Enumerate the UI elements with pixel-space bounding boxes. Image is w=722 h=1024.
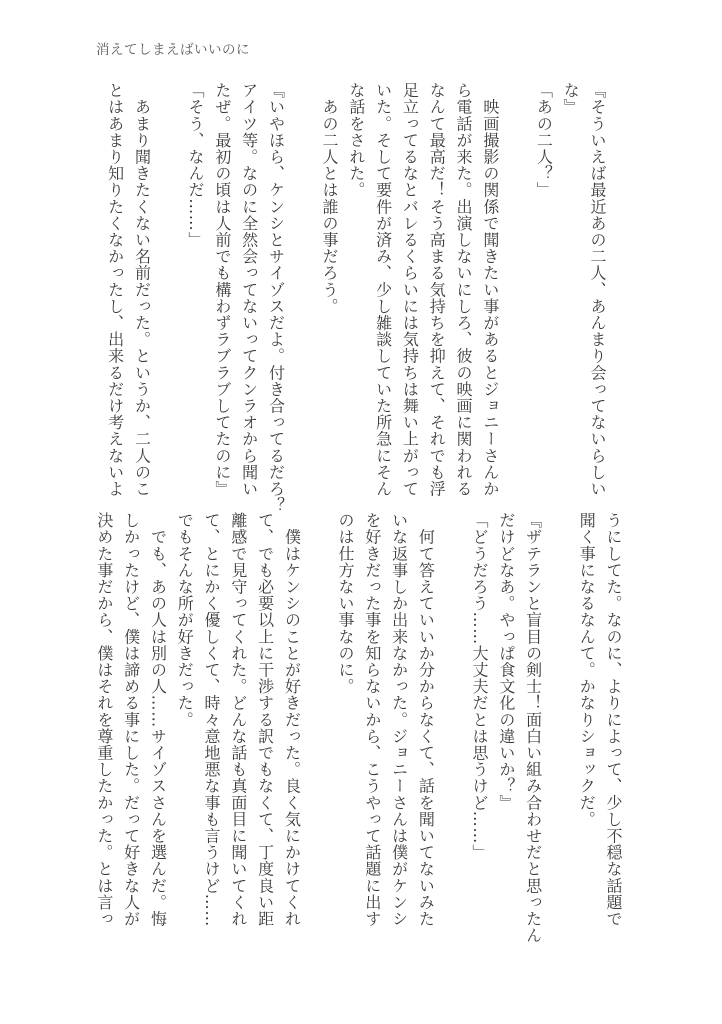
text-line: なんて最高だ！そう高まる気持ちを抑えて、それでも浮 [427,82,447,497]
text-line [438,512,465,967]
text-column-top [101,82,610,514]
text-line: を好きだった事を知らないから、こうやって話題に出す [362,512,382,927]
text-line: 僕はケンシのことが好きだった。良く気にかけてくれ [282,512,302,927]
text-line: しかったけど、僕は諦める事にした。だって好きな人が [121,512,141,927]
text-line: 離感で見守ってくれた。どんな話も真面目に聞いてくれ [228,512,248,927]
text-line: な話をされた。 [346,82,366,199]
text-line: たぜ。最初の頃は人前でも構わずラブラブしてたのに』 [212,82,232,497]
text-line: 「あの二人？」 [534,82,554,199]
text-line: うにしてた。なのに、よりによって、少し不穏な話題で [604,512,623,927]
running-header: 消えてしまえばいいのに [96,42,250,58]
text-line: でもそんな所が好きだった。 [175,512,195,728]
text-line: て、とにかく優しくて、時々意地悪な事も言うけど…… [202,512,222,927]
text-line [288,82,315,502]
text-line: 足立ってるなとバレるくらいには気持ちは舞い上がって [400,82,420,497]
text-line: いた。そして要件が済み、少し雑談していた所急にそん [373,82,393,497]
text-line: 『そういえば最近あの二人、あんまり会ってないらしい [588,82,607,497]
text-line: 『いやほら、ケンシとサイゾスだよ。付き合ってるだろ？ [266,82,286,514]
text-line: あまり聞きたくない名前だった。というか、二人のこ [132,82,152,497]
text-line: て、でも必要以上に干渉する訳でもなくて、丁度良い距 [255,512,275,927]
text-line [546,512,573,967]
text-line: いな返事しか出来なかった。ジョニーさんは僕がケンシ [389,512,409,927]
text-line: ら電話が来た。出演しないにしろ、彼の映画に関われる [454,82,474,497]
text-line: とはあまり知りたくなかったし、出来るだけ考えないよ [105,82,125,497]
text-line [503,82,530,502]
text-column-bottom [90,512,626,967]
text-line [154,82,181,502]
text-line: でも、あの人は別の人……サイゾスさんを選んだ。悔 [148,512,168,927]
text-line: 「そう、なんだ……」 [186,82,206,248]
text-line: 映画撮影の関係で聞きたい事があるとジョニーさんか [480,82,500,497]
text-line: のは仕方ない事なのに。 [336,512,356,695]
text-line: 「どうだろう……大丈夫だとは思うけど……」 [470,512,490,861]
text-line: 何て答えていいか分からなくて、話を聞いてないみた [416,512,436,927]
text-line: 『ザテランと盲目の剣士！面白い組み合わせだと思ったん [523,512,543,944]
text-line [304,512,331,967]
text-line: 聞く事になるなんて。かなりショックだ。 [577,512,597,828]
text-line: アイツ等。なのに全然会ってないってクンラオから聞い [239,82,259,497]
text-line: だけどなあ。やっぱ食文化の違いか？』 [496,512,516,811]
text-line: 決めた事だから、僕はそれを尊重したかった。とは言っ [94,512,114,927]
text-line: あの二人とは誰の事だろう。 [320,82,340,315]
text-line: な』 [561,82,581,116]
